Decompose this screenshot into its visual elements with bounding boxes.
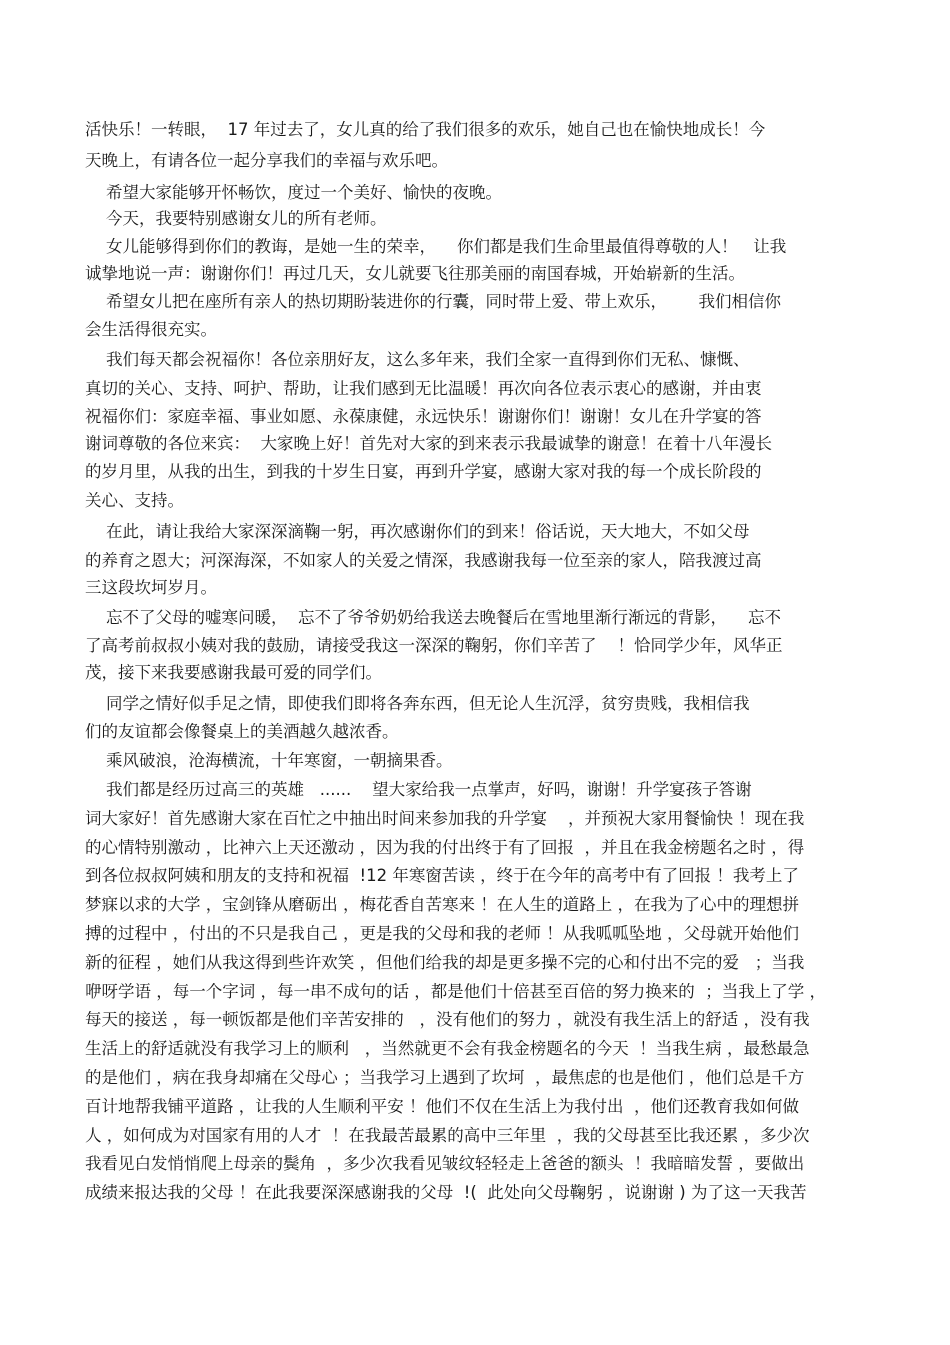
text-line: 搏的过程中 ，付出的不只是我自己 ，更是我的父母和我的老师 ！从我呱呱坠地 ，父母就开始他们 [85, 924, 799, 943]
text-line: 谢词尊敬的各位来宾： 大家晚上好！首先对大家的到来表示我最诚挚的谢意！在着十八年漫长 [85, 434, 772, 453]
text-line: 乘风破浪，沧海横流，十年寒窗，一朝摘果香。 [85, 751, 453, 770]
text-line: 咿呀学语 ，每一个字词 ，每一串不成句的话 ，都是他们十倍甚至百倍的努力换来的 ；当我上了学 ， [85, 982, 826, 1001]
text-line: 的是他们 ，病在我身却痛在父母心 ；当我学习上遇到了坎坷 ，最焦虑的也是他们 ，他们总是千方 [85, 1068, 805, 1087]
text-line: 我看见白发悄悄爬上母亲的鬓角 ，多少次我看见皱纹轻轻走上爸爸的额头 ！我暗暗发誓 ，要做出 [85, 1154, 805, 1173]
text-line: 们的友谊都会像餐桌上的美酒越久越浓香。 [85, 722, 399, 741]
text-line: 百计地帮我铺平道路 ，让我的人生顺利平安 ！他们不仅在生活上为我付出 ，他们还教育我如何做 [85, 1097, 799, 1116]
text-line: 希望大家能够开怀畅饮，度过一个美好、愉快的夜晚。 [85, 183, 502, 202]
text-line: 我们都是经历过高三的英雄 ...... 望大家给我一点掌声，好吗，谢谢！升学宴孩子答谢 [85, 780, 752, 799]
text-line: 我们每天都会祝福你！各位亲朋好友，这么多年来，我们全家一直得到你们无私、慷慨、 [85, 350, 750, 369]
text-line: 词大家好！首先感谢大家在百忙之中抽出时间来参加我的升学宴 ，并预祝大家用餐愉快 ！现在我 [85, 809, 805, 828]
text-line: 祝福你们：家庭幸福、事业如愿、永葆康健，永远快乐！谢谢你们！谢谢！女儿在升学宴的答 [85, 407, 762, 426]
text-line: 希望女儿把在座所有亲人的热切期盼装进你的行囊，同时带上爱、带上欢乐， 我们相信你 [85, 292, 781, 311]
text-line: 人 ，如何成为对国家有用的人才 ！在我最苦最累的高中三年里 ，我的父母甚至比我还累 ，多少次 [85, 1126, 810, 1145]
text-line: 每天的接送 ，每一顿饭都是他们辛苦安排的 ，没有他们的努力 ，就没有我生活上的舒适 ，没有我 [85, 1010, 810, 1029]
text-line: 新的征程 ，她们从我这得到些许欢笑 ，但他们给我的却是更多操不完的心和付出不完的爱 ；当我 [85, 953, 805, 972]
text-line: 天晚上，有请各位一起分享我们的幸福与欢乐吧。 [85, 151, 448, 170]
text-line: 同学之情好似手足之情，即使我们即将各奔东西，但无论人生沉浮，贫穷贵贱，我相信我 [85, 694, 750, 713]
text-line: 的岁月里，从我的出生，到我的十岁生日宴，再到升学宴，感谢大家对我的每一个成长阶段的 [85, 462, 762, 481]
text-line: 诚挚地说一声：谢谢你们！再过几天，女儿就要飞往那美丽的南国春城，开始崭新的生活。 [85, 264, 745, 283]
text-line: 今天，我要特别感谢女儿的所有老师。 [85, 209, 387, 228]
text-line: 茂，接下来我要感谢我最可爱的同学们。 [85, 663, 382, 682]
text-line: 生活上的舒适就没有我学习上的顺利 ，当然就更不会有我金榜题名的今天 ！当我生病 ，最愁最急 [85, 1039, 810, 1058]
text-line: 会生活得很充实。 [85, 320, 217, 339]
text-line: 了高考前叔叔小姨对我的鼓励，请接受我这一深深的鞠躬，你们辛苦了 ！恰同学少年，风华正 [85, 636, 783, 655]
text-line: 在此，请让我给大家深深滴鞠一躬，再次感谢你们的到来！俗话说，天大地大，不如父母 [85, 522, 750, 541]
text-line: 三这段坎坷岁月。 [85, 578, 217, 597]
text-line: 忘不了父母的嘘寒问暖， 忘不了爷爷奶奶给我送去晚餐后在雪地里渐行渐远的背影， 忘不 [85, 608, 781, 627]
text-line: 关心、支持。 [85, 491, 184, 510]
text-line: 女儿能够得到你们的教诲，是她一生的荣幸， 你们都是我们生命里最值得尊敬的人！ 让我 [85, 237, 787, 256]
text-line: 成绩来报达我的父母 ！在此我要深深感谢我的父母 !( 此处向父母鞠躬 ，说谢谢 ) 为了这一天我苦 [85, 1183, 807, 1202]
text-line: 到各位叔叔阿姨和朋友的支持和祝福 !12 年寒窗苦读 ，终于在今年的高考中有了回报 ！我考上了 [85, 866, 799, 885]
text-line: 梦寐以求的大学 ，宝剑锋从磨砺出 ，梅花香自苦寒来 ！在人生的道路上 ，在我为了心中的理想拼 [85, 895, 799, 914]
text-line: 的心情特别激动 ，比神六上天还激动 ，因为我的付出终于有了回报 ，并且在我金榜题名之时 ，得 [85, 838, 805, 857]
text-line: 活快乐！一转眼， 17 年过去了，女儿真的给了我们很多的欢乐，她自己也在愉快地成长！今 [85, 120, 766, 139]
text-line: 的养育之恩大；河深海深，不如家人的关爱之情深，我感谢我每一位至亲的家人，陪我渡过高 [85, 551, 762, 570]
text-line: 真切的关心、支持、呵护、帮助，让我们感到无比温暖！再次向各位表示衷心的感谢，并由衷 [85, 379, 762, 398]
